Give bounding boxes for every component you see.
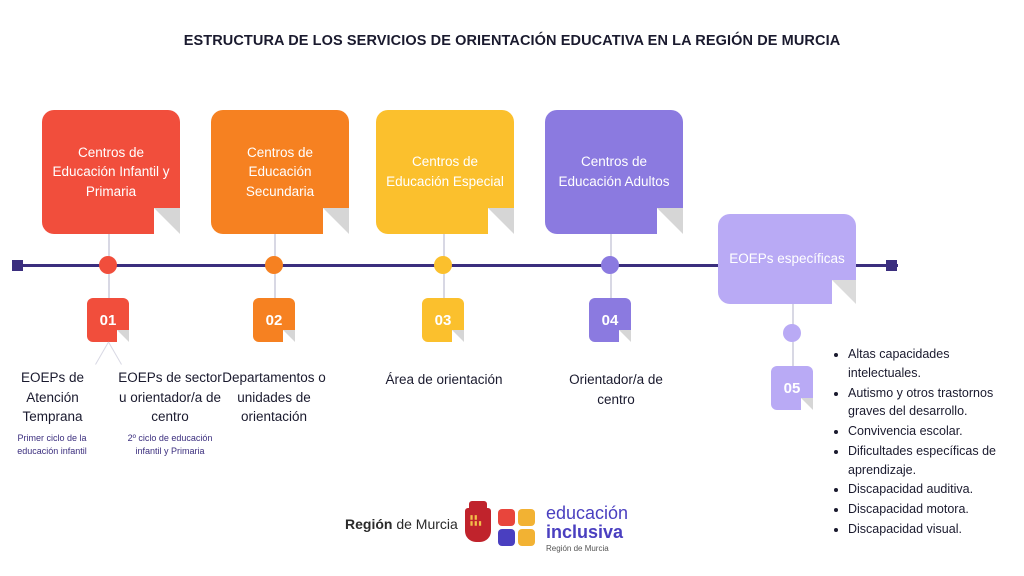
badge-03[interactable] <box>422 298 464 342</box>
card-label: EOEPs específicas <box>729 251 845 267</box>
label-area-orientacion: Área de orientación <box>385 372 503 387</box>
timeline-dot-5 <box>783 324 801 342</box>
list-item: • Discapacidad auditiva. <box>848 480 1022 499</box>
badge-02[interactable] <box>253 298 295 342</box>
stem-badge-5 <box>792 342 794 366</box>
badge-01[interactable] <box>87 298 129 342</box>
page-fold-icon <box>323 208 349 234</box>
badge-number: 04 <box>601 311 619 329</box>
footer <box>0 500 1024 560</box>
badge-number: 02 <box>265 311 283 329</box>
page-fold-icon <box>117 330 129 342</box>
card-label: Centros de Educación Adultos <box>558 154 670 189</box>
educacion-inclusiva-text <box>546 504 628 554</box>
stem-badge-3 <box>443 274 445 298</box>
stem-badge-1 <box>108 274 110 298</box>
card-label: Centros de Educación Secundaria <box>245 144 315 199</box>
card-centros-adultos[interactable] <box>545 110 683 234</box>
timeline-axis-cap-right <box>886 260 897 271</box>
badge-04[interactable] <box>589 298 631 342</box>
label-eoeps-atencion-temprana: EOEPs de Atención Temprana <box>20 370 85 425</box>
puzzle-icon <box>498 509 538 549</box>
list-item: • Autismo y otros trastornos graves del desarrollo. <box>848 384 1022 422</box>
card-centros-especial[interactable] <box>376 110 514 234</box>
list-item: • Discapacidad visual. <box>848 520 1022 539</box>
logo-region-text <box>345 517 458 532</box>
card-label: Centros de Educación Infantil y Primaria <box>52 144 170 199</box>
edu-line-3: Región de Murcia <box>546 543 609 553</box>
crown-icon <box>469 501 487 509</box>
page-fold-icon <box>283 330 295 342</box>
logo-educacion-inclusiva <box>498 504 628 554</box>
badge-number: 03 <box>434 311 452 329</box>
list-item: • Convivencia escolar. <box>848 422 1022 441</box>
page-title: ESTRUCTURA DE LOS SERVICIOS DE ORIENTACIÓN EDUCATIVA EN LA REGIÓN DE MURCIA <box>183 33 841 49</box>
badge-number: 01 <box>99 311 117 329</box>
sublabel-eoeps-atencion-temprana: Primer ciclo de la educación infantil <box>17 433 87 457</box>
page-fold-icon <box>801 398 813 410</box>
label-orientador-centro: Orientador/a de centro <box>569 372 663 407</box>
stem-badge-4 <box>610 274 612 298</box>
page-fold-icon <box>832 280 856 304</box>
page-fold-icon <box>154 208 180 234</box>
edu-line-1: educación <box>546 503 629 523</box>
shield-bars: ▮▮ ▮▮▮ <box>469 515 483 527</box>
logo-murcia-word: de Murcia <box>392 516 458 533</box>
label-eoeps-sector: EOEPs de sector u orientador/a de centro <box>118 370 222 425</box>
edu-line-2: inclusiva <box>546 522 624 542</box>
stem-badge-2 <box>274 274 276 298</box>
sublabel-eoeps-sector: 2º ciclo de educación infantil y Primaria <box>127 433 213 457</box>
card-eoeps-especificas[interactable] <box>718 214 856 304</box>
page-fold-icon <box>619 330 631 342</box>
page-fold-icon <box>452 330 464 342</box>
logo-region-word: Región <box>345 516 393 533</box>
card-centros-secundaria[interactable] <box>211 110 349 234</box>
murcia-shield-icon <box>465 508 491 542</box>
card-label: Centros de Educación Especial <box>386 154 504 189</box>
label-departamentos-orientacion: Departamentos o unidades de orientación <box>222 370 326 425</box>
card-centros-infantil-primaria[interactable] <box>42 110 180 234</box>
list-item: • Dificultades específicas de aprendizaje. <box>848 442 1022 480</box>
timeline-dot-3 <box>434 256 452 274</box>
page-fold-icon <box>657 208 683 234</box>
page-fold-icon <box>488 208 514 234</box>
badge-05[interactable] <box>771 366 813 410</box>
list-item: • Discapacidad motora. <box>848 500 1022 519</box>
badge-number: 05 <box>783 379 801 397</box>
fork-line-left-1 <box>95 342 109 365</box>
timeline-axis-cap-left <box>12 260 23 271</box>
list-item: • Altas capacidades intelectuales. <box>848 345 1022 383</box>
fork-line-right-1 <box>108 342 122 365</box>
timeline-dot-1 <box>99 256 117 274</box>
timeline-dot-4 <box>601 256 619 274</box>
logo-region-de-murcia <box>345 508 491 542</box>
timeline-dot-2 <box>265 256 283 274</box>
